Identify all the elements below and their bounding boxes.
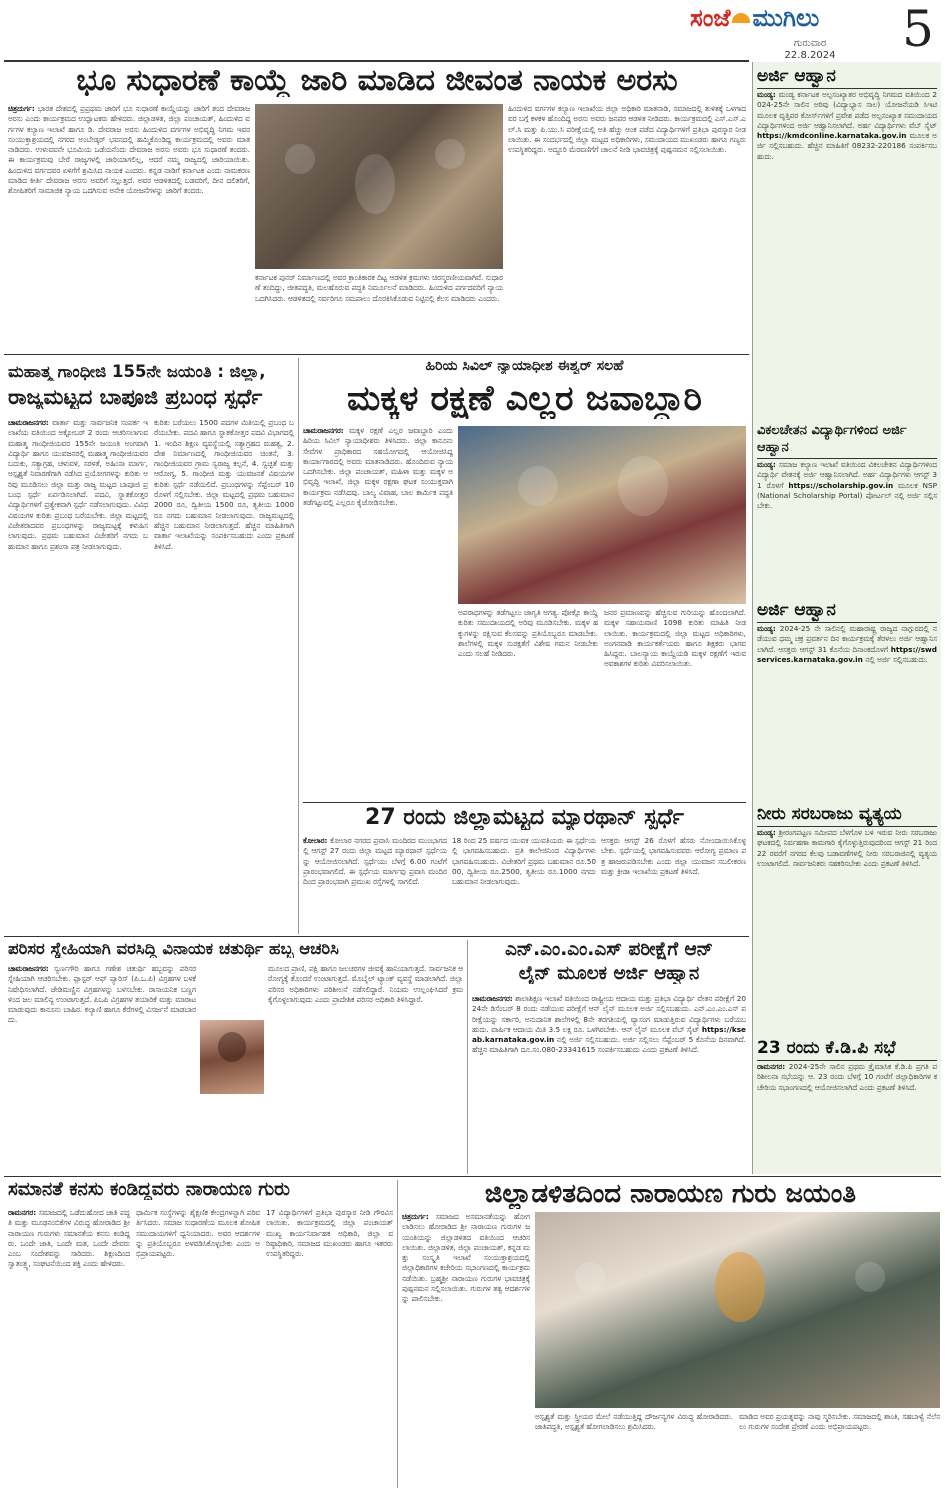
children-col-3: ಜನರ ಪ್ರಮಾಣವನ್ನು ಹೆಚ್ಚಿಸುವ ಗುರಿಯನ್ನು ಹೊಂದಲಾಗಿದೆ. ಮಕ್ಕಳ ಸಹಾಯವಾಣಿ 1098 ಕುರಿತು ಮಾಹಿತಿ ನೀಡಲಾಯಿತು. ಕಾರ್ಯಕ್ರಮದಲ್ಲಿ ಜಿಲ್ಲಾ ಮಟ್ಟದ ಅಧಿಕಾರಿಗಳು, ಅಂಗನವಾಡಿ ಕಾರ್ಯಕರ್ತೆಯರು ಹಾಗೂ ಶಿಕ್ಷಕರು ಭಾಗವಹಿಸಿದ್ದರು. ಬಾಲನ್ಯಾಯ ಕಾಯ್ದೆಯಡಿ ಮಕ್ಕಳ ರಕ್ಷಣೆಗೆ ಇರುವ ಅವಕಾಶಗಳ ಕುರಿತು ವಿವರಿಸಲಾಯಿತು. — [604, 608, 746, 669]
issue-date — [745, 38, 875, 62]
children-col-1 — [303, 426, 453, 798]
kdp-text: 2024-25ನೇ ಸಾಲಿನ ಪ್ರಥಮ ತ್ರೈಮಾಸಿಕ ಕೆ.ಡಿ.ಪಿ ಪ್ರಗತಿ ಪರಿಶೀಲನಾ ಸಭೆಯನ್ನು ಆ. 23 ರಂದು ಬೆಳಗ್ಗೆ 10 ಗಂಟೆಗೆ ಜಿಲ್ಲಾಧಿಕಾರಿಗಳ ಕಚೇರಿಯ ಸಭಾಂಗಣದಲ್ಲಿ ಆಯೋಜಿಸಲಾಗಿದೆ ಎಂದು ಪ್ರಕಟಣೆ ತಿಳಿಸಿದೆ. — [757, 1062, 937, 1092]
arji3-text: 2024-25 ನೇ ಸಾಲಿನಲ್ಲಿ ಮಹಾರಾಷ್ಟ್ರ ರಾಜ್ಯದ ನಾಗ್ಪುರದಲ್ಲಿ ನಡೆಯುವ ಧಮ್ಮ ಚಕ್ರ ಪ್ರವರ್ತನ ದಿನ ಕಾರ್ಯಕ್ರಮಕ್ಕೆ ತೆರಳಲು ಅರ್ಜಿ ಆಹ್ವಾನಿಸಲಾಗಿದೆ. ಆಸಕ್ತರು ಆಗಸ್ಟ್ 31 ಕೊನೆಯ ದಿನಾಂಕದೊಳಗೆ — [757, 624, 937, 654]
nmms-body — [472, 994, 746, 1172]
ganesha-headline: ಪರಿಸರ ಸ್ನೇಹಿಯಾಗಿ ವರಸಿದ್ಧಿ ವಿನಾಯಕ ಚತುರ್ಥಿ ಹಬ್ಬ ಆಚರಿಸಿ — [8, 940, 339, 958]
marathon-col-1 — [303, 836, 447, 932]
rule-1 — [4, 354, 749, 355]
lead-photo — [255, 104, 503, 269]
kdp-title: 23 ರಂದು ಕೆ.ಡಿ.ಪಿ ಸಭೆ — [757, 1038, 937, 1061]
marathon-col-3: ಆಸಕ್ತರು ಆಗಸ್ಟ್ 26 ರೊಳಗೆ ಹೆಸರು ನೋಂದಾಯಿಸಿಕೊಳ್ಳಬೇಕು. ಸ್ಪರ್ಧೆಯಲ್ಲಿ ಭಾಗವಹಿಸುವವರು ಆರೋಗ್ಯ ಪ್ರಮಾಣ ಪತ್ರ ಹಾಜರುಪಡಿಸಬೇಕು ಎಂದು ಜಿಲ್ಲಾ ಯುವಜನ ಸಬಲೀಕರಣ ಮತ್ತು ಕ್ರೀಡಾ ಇಲಾಖೆಯ ಪ್ರಕಟಣೆ ತಿಳಿಸಿದೆ. — [601, 836, 746, 876]
issue-date-value: 22.8.2024 — [784, 50, 836, 61]
page-number: 5 — [902, 0, 934, 58]
narayana-event-photo — [535, 1212, 940, 1408]
water-text: ಶ್ರೀರಂಗಪಟ್ಟಣ ಸಮೀಪದ ಬೆಳಗೊಳ ಬಳಿ ಇರುವ ನೀರು ಸರಬರಾಜು ಘಟಕದಲ್ಲಿ ನಿರ್ವಹಣಾ ಕಾಮಗಾರಿ ಕೈಗೊಳ್ಳುತ್ತಿರುವುದರಿಂದ ಆಗಸ್ಟ್ 21 ರಿಂದ 22 ರವರೆಗೆ ನಗರದ ಕೆಲವು ಬಡಾವಣೆಗಳಲ್ಲಿ ನೀರು ಸರಬರಾಜಿನಲ್ಲಿ ವ್ಯತ್ಯಯ ಉಂಟಾಗಲಿದೆ. ಸಾರ್ವಜನಿಕರು ಸಹಕರಿಸಬೇಕು ಎಂದು ಪ್ರಕಟಣೆ ತಿಳಿಸಿದೆ. — [757, 828, 937, 868]
arji3-url[interactable]: https://swdservices.karnataka.gov.in — [757, 644, 937, 664]
arji2-dateline: ಮಂಡ್ಯ: — [757, 460, 776, 469]
marathon-col-2: 18 ರಿಂದ 25 ವರ್ಷದ ಯುವಕ ಯುವತಿಯರು ಈ ಸ್ಪರ್ಧೆಯಲ್ಲಿ ಭಾಗವಹಿಸಬಹುದು. ಪ್ರತಿ ಕಾಲೇಜಿನಿಂದ ವಿದ್ಯಾರ್ಥಿಗಳು ಭಾಗವಹಿಸಬಹುದು. ವಿಜೇತರಿಗೆ ಪ್ರಥಮ ಬಹುಮಾನ ರೂ.5000, ದ್ವಿತೀಯ ರೂ.2500, ತೃತೀಯ ರೂ.1000 ನಗದು ಬಹುಮಾನ ನೀಡಲಾಗುವುದು. — [452, 836, 596, 887]
marathon-col-1-text: ಕೋಲಾರ ನಗರದ ಪ್ರವಾಸಿ ಮಂದಿರದ ಮುಂಭಾಗದಲ್ಲಿ ಆಗಸ್ಟ್ 27 ರಂದು ಜಿಲ್ಲಾ ಮಟ್ಟದ ಮ್ಯಾರಥಾನ್ ಸ್ಪರ್ಧೆಯನ್ನು ಆಯೋಜಿಸಲಾಗಿದೆ. ಸ್ಪರ್ಧೆಯು ಬೆಳಗ್ಗೆ 6.00 ಗಂಟೆಗೆ ಪ್ರಾರಂಭವಾಗಲಿದೆ. ಈ ಸ್ಪರ್ಧೆಯ ಮಾರ್ಗವು ಪ್ರವಾಸಿ ಮಂದಿರದಿಂದ ಪ್ರಾರಂಭವಾಗಿ ಪ್ರಮುಖ ರಸ್ತೆಗಳಲ್ಲಿ ಸಾಗಲಿದೆ. — [303, 836, 447, 887]
children-dateline: ಚಾಮರಾಜನಗರ: — [303, 426, 344, 435]
arji2-title: ವಿಕಲಚೇತನ ವಿದ್ಯಾರ್ಥಿಗಳಿಂದ ಅರ್ಜಿ ಆಹ್ವಾನ — [757, 422, 937, 459]
narayana-right-col-1 — [402, 1212, 530, 1488]
narayana-left-dateline: ರಾಮನಗರ: — [8, 1208, 37, 1217]
rule-4 — [4, 1176, 941, 1177]
column-divider-3 — [397, 1180, 398, 1488]
arji1-text-2: ಮೂಲಕ ಅರ್ಜಿ ಸಲ್ಲಿಸಬಹುದು. ಹೆಚ್ಚಿನ ಮಾಹಿತಿಗೆ 08232-220186 ಸಂಪರ್ಕಿಸಬಹುದು. — [757, 131, 937, 161]
arji2-text: ಸಮಾಜ ಕಲ್ಯಾಣ ಇಲಾಖೆ ವತಿಯಿಂದ ವಿಕಲಚೇತನ ವಿದ್ಯಾರ್ಥಿಗಳಿಂದ ವಿದ್ಯಾರ್ಥಿ ವೇತನಕ್ಕೆ ಅರ್ಜಿ ಆಹ್ವಾನಿಸಲಾಗಿದೆ. ಅರ್ಹ ವಿದ್ಯಾರ್ಥಿಗಳು ಆಗಸ್ಟ್ 31 ರೊಳಗೆ — [757, 460, 937, 490]
arji1-text: ಮಂಡ್ಯ ಕರ್ನಾಟಕ ಅಲ್ಪಸಂಖ್ಯಾತರ ಅಭಿವೃದ್ಧಿ ನಿಗಮದ ವತಿಯಿಂದ 2024-25ನೇ ಸಾಲಿನ ಅರಿವು (ವಿದ್ಯಾಭ್ಯಾಸ ಸಾಲ) ಯೋಜನೆಯಡಿ ಸಿಇಟಿ ಮೂಲಕ ವೃತ್ತಿಪರ ಕೋರ್ಸ್‌ಗಳಿಗೆ ಪ್ರವೇಶ ಪಡೆದ ಅಲ್ಪಸಂಖ್ಯಾತ ಸಮುದಾಯದ ವಿದ್ಯಾರ್ಥಿಗಳಿಂದ ಅರ್ಜಿ ಆಹ್ವಾನಿಸಲಾಗಿದೆ. ಅರ್ಹ ವಿದ್ಯಾರ್ಥಿಗಳು ವೆಬ್ ಸೈಟ್ — [757, 90, 937, 130]
marathon-headline: 27 ರಂದು ಜಿಲ್ಲಾಮಟ್ಟದ ಮ್ಯಾರಥಾನ್ ಸ್ಪರ್ಧೆ — [365, 806, 684, 830]
column-divider-2 — [467, 940, 468, 1174]
arji3-title: ಅರ್ಜಿ ಆಹ್ವಾನ — [757, 600, 937, 623]
column-divider — [298, 358, 299, 934]
gandhi-col-1-text: ವಾರ್ತಾ ಮತ್ತು ಸಾರ್ವಜನಿಕ ಸಂಪರ್ಕ ಇಲಾಖೆಯ ವತಿಯಿಂದ ಅಕ್ಟೋಬರ್ 2 ರಂದು ಆಚರಿಸಲಾಗುವ ಮಹಾತ್ಮ ಗಾಂಧೀಜಿಯವರ 155ನೇ ಜಯಂತಿ ಅಂಗವಾಗಿ ವಿದ್ಯಾರ್ಥಿ ಹಾಗೂ ಯುವಜನರಲ್ಲಿ ಮಹಾತ್ಮ ಗಾಂಧೀಜಿಯವರ ಬದುಕು, ಸತ್ಯಾಗ್ರಹ, ಚಳುವಳಿ, ಸರಳತೆ, ಅಹಿಂಸಾ ಮಾರ್ಗ, ಅಸ್ಪೃಶ್ಯತೆ ನಿವಾರಣೆಗಾಗಿ ನಡೆಸಿದ ಪ್ರಯೋಗಗಳನ್ನು ಕುರಿತು ಅರಿವು ಮೂಡಿಸಲು ಜಿಲ್ಲಾ ಮತ್ತು ರಾಜ್ಯ ಮಟ್ಟದ ಬಾಪೂಜಿ ಪ್ರಬಂಧ ಸ್ಪರ್ಧೆ ಏರ್ಪಡಿಸಲಾಗಿದೆ. ಪದವಿ, ಸ್ನಾತಕೋತ್ತರ ವಿದ್ಯಾರ್ಥಿಗಳಿಗೆ ಪ್ರತ್ಯೇಕವಾಗಿ ಸ್ಪರ್ಧೆ ನಡೆಸಲಾಗುವುದು. ವಿವಿಧ ವಿಷಯಗಳ ಕುರಿತು ಪ್ರಬಂಧ ಬರೆಯಬೇಕು. ಜಿಲ್ಲಾ ಮಟ್ಟದಲ್ಲಿ ವಿಜೇತರಾದವರ ಪ್ರಬಂಧಗಳನ್ನು ರಾಜ್ಯಮಟ್ಟಕ್ಕೆ ಕಳುಹಿಸಲಾಗುವುದು. ಪ್ರಥಮ ಬಹುಮಾನ ವಿಜೇತರಿಗೆ ನಗದು ಬಹುಮಾನ ಹಾಗೂ ಪ್ರಶಂಸಾ ಪತ್ರ ನೀಡಲಾಗುವುದು. — [8, 418, 148, 551]
children-headline: ಮಕ್ಕಳ ರಕ್ಷಣೆ ಎಲ್ಲರ ಜವಾಬ್ದಾರಿ — [347, 380, 702, 419]
ganesha-dateline: ಚಾಮರಾಜನಗರ: — [8, 964, 49, 973]
ganesha-col-2: ಮೂಲದ ಪ್ರಾಣಿ, ಪಕ್ಷಿ ಹಾಗೂ ಜಲಚರಗಳ ಜೀವಕ್ಕೆ ಹಾನಿಯಾಗುತ್ತದೆ. ಸಾರ್ವಜನಿಕ ಆರೋಗ್ಯಕ್ಕೆ ತೊಂದರೆ ಉಂಟಾಗುತ್ತದೆ. ಮೊಬೈಲ್ ಟ್ಯಾಂಕ್ ವ್ಯವಸ್ಥೆ ಮಾಡಲಾಗಿದೆ. ಜಿಲ್ಲಾ ಪರಿಸರ ಅಧಿಕಾರಿಗಳು ಪರಿಶೀಲನೆ ನಡೆಸಲಿದ್ದಾರೆ. ನಿಯಮ ಉಲ್ಲಂಘಿಸಿದರೆ ಕ್ರಮ ಕೈಗೊಳ್ಳಲಾಗುವುದು ಎಂದು ಪ್ರಾದೇಶಿಕ ಪರಿಸರ ಅಧಿಕಾರಿ ತಿಳಿಸಿದ್ದಾರೆ. — [268, 964, 463, 1004]
nmms-url[interactable]: https://kseab.karnataka.gov.in — [472, 1024, 746, 1045]
rule-3 — [4, 936, 749, 937]
masthead — [0, 0, 945, 62]
nmms-headline-2: ಲೈನ್ ಮೂಲಕ ಅರ್ಜಿ ಆಹ್ವಾನ — [518, 964, 700, 984]
kdp-dateline: ರಾಮನಗರ: — [757, 1062, 786, 1071]
nmms-body-text: ಶಾಲಾಶಿಕ್ಷಣ ಇಲಾಖೆ ವತಿಯಿಂದ ರಾಷ್ಟ್ರೀಯ ಆದಾಯ ಮತ್ತು ಪ್ರತಿಭಾ ವಿದ್ಯಾರ್ಥಿ ವೇತನ ಪರೀಕ್ಷೆಗೆ 2024ನೇ ಡಿಸೆಂಬರ್ 8 ರಂದು ನಡೆಯುವ ಪರೀಕ್ಷೆಗೆ ಆನ್ ಲೈನ್ ಮೂಲಕ ಅರ್ಜಿ ಸಲ್ಲಿಸಬಹುದು. ಎನ್.ಎಂ.ಎಂ.ಎಸ್ ಪರೀಕ್ಷೆಯನ್ನು ಸರ್ಕಾರಿ, ಅನುದಾನಿತ ಶಾಲೆಗಳಲ್ಲಿ 8ನೇ ತರಗತಿಯಲ್ಲಿ ವ್ಯಾಸಂಗ ಮಾಡುತ್ತಿರುವ ವಿದ್ಯಾರ್ಥಿಗಳು ಬರೆಯಬಹುದು. ವಾರ್ಷಿಕ ಆದಾಯ ಮಿತಿ 3.5 ಲಕ್ಷ ರೂ. ಒಳಗಿರಬೇಕು. ಆನ್ ಲೈನ್ ಮೂಲಕ ವೆಬ್ ಸೈಟ್ — [472, 994, 746, 1034]
gandhi-col-2: ಕುರಿತು ಬರೆಯಲು 1500 ಪದಗಳ ಮಿತಿಯಲ್ಲಿ ಪ್ರಬಂಧ ಬರೆಯಬೇಕು. ಪದವಿ ಹಾಗೂ ಸ್ನಾತಕೋತ್ತರ ಪದವಿ ವಿಭಾಗದಲ್ಲಿ 1. ಇಂದಿನ ಶಿಕ್ಷಣ ವ್ಯವಸ್ಥೆಯಲ್ಲಿ ಸತ್ಯಾಗ್ರಹದ ಮಹತ್ವ, 2. ದೇಶ ನಿರ್ಮಾಣದಲ್ಲಿ ಗಾಂಧೀಜಿಯವರ ಚಿಂತನೆ, 3. ಗಾಂಧೀಜಿಯವರ ಗ್ರಾಮ ಸ್ವರಾಜ್ಯ ಕಲ್ಪನೆ, 4. ಸ್ವಚ್ಛತೆ ಮತ್ತು ಆರೋಗ್ಯ, 5. ಗಾಂಧೀಜಿ ಮತ್ತು ಯುವಜನತೆ ವಿಷಯಗಳ ಕುರಿತು ಸ್ಪರ್ಧೆ ನಡೆಯಲಿದೆ. ಪ್ರಬಂಧಗಳನ್ನು ಸೆಪ್ಟೆಂಬರ್ 10ರೊಳಗೆ ಸಲ್ಲಿಸಬೇಕು. ಜಿಲ್ಲಾ ಮಟ್ಟದಲ್ಲಿ ಪ್ರಥಮ ಬಹುಮಾನ 2000 ರೂ, ದ್ವಿತೀಯ 1500 ರೂ, ತೃತೀಯ 1000 ರೂ ನಗದು ಬಹುಮಾನ ನೀಡಲಾಗುವುದು. ರಾಜ್ಯಮಟ್ಟದಲ್ಲಿ ಹೆಚ್ಚಿನ ಬಹುಮಾನ ನೀಡಲಾಗುತ್ತದೆ. ಹೆಚ್ಚಿನ ಮಾಹಿತಿಗಾಗಿ ವಾರ್ತಾ ಇಲಾಖೆಯನ್ನು ಸಂಪರ್ಕಿಸಬಹುದು ಎಂದು ಪ್ರಕಟಣೆ ತಿಳಿಸಿದೆ. — [154, 418, 294, 551]
rule-2 — [303, 802, 746, 803]
arji2-body — [757, 460, 937, 596]
children-col-2: ಅಪರಾಧಗಳನ್ನು ತಡೆಗಟ್ಟಲು ಜಾಗೃತಿ ಅಗತ್ಯ. ಪೋಕ್ಸೊ ಕಾಯ್ದೆ ಕುರಿತು ಸಮುದಾಯದಲ್ಲಿ ಅರಿವು ಮೂಡಿಸಬೇಕು. ಮಕ್ಕಳ ಹಕ್ಕುಗಳನ್ನು ರಕ್ಷಿಸುವ ಕೆಲಸವನ್ನು ಪ್ರತಿಯೊಬ್ಬರೂ ಮಾಡಬೇಕು. ಶಾಲೆಗಳಲ್ಲಿ ಮಕ್ಕಳ ಸುರಕ್ಷತೆಗೆ ವಿಶೇಷ ಗಮನ ನೀಡಬೇಕು ಎಂದು ಸಲಹೆ ನೀಡಿದರು. — [458, 608, 598, 659]
sun-icon — [732, 13, 750, 23]
children-col-1-text: ಮಕ್ಕಳ ರಕ್ಷಣೆ ಎಲ್ಲರ ಜವಾಬ್ದಾರಿ ಎಂದು ಹಿರಿಯ ಸಿವಿಲ್ ನ್ಯಾಯಾಧೀಶರು ತಿಳಿಸಿದರು. ಜಿಲ್ಲಾ ಕಾನೂನು ಸೇವೆಗಳ ಪ್ರಾಧಿಕಾರದ ಸಹಯೋಗದಲ್ಲಿ ಆಯೋಜಿಸಿದ್ದ ಕಾರ್ಯಾಗಾರದಲ್ಲಿ ಅವರು ಮಾತನಾಡಿದರು. ಹೊಂದಿರುವ ನ್ಯಾಯ ಒದಗಿಸಬೇಕು. ಜಿಲ್ಲಾ ಪಂಚಾಯತ್, ಮಹಿಳಾ ಮತ್ತು ಮಕ್ಕಳ ಅಭಿವೃದ್ಧಿ ಇಲಾಖೆ, ಜಿಲ್ಲಾ ಮಕ್ಕಳ ರಕ್ಷಣಾ ಘಟಕ ಸಂಯುಕ್ತವಾಗಿ ಕಾರ್ಯಕ್ರಮ ನಡೆಸಿದವು. ಬಾಲ್ಯ ವಿವಾಹ, ಬಾಲ ಕಾರ್ಮಿಕ ಪದ್ಧತಿ ತಡೆಗಟ್ಟುವಲ್ಲಿ ಎಲ್ಲರೂ ಕೈಜೋಡಿಸಬೇಕು. — [303, 426, 453, 508]
water-dateline: ಮಂಡ್ಯ: — [757, 828, 776, 837]
narayana-left-col-2: ಧಾರ್ಮಿಕ ಸಂಸ್ಥೆಗಳನ್ನು ಶೈಕ್ಷಣಿಕ ಕೇಂದ್ರಗಳನ್ನಾಗಿ ಪರಿವರ್ತಿಸಿದರು. ಸಮಾಜ ಸುಧಾರಣೆಯ ಮೂಲಕ ಶೋಷಿತ ಸಮುದಾಯಗಳಿಗೆ ಧ್ವನಿಯಾದರು. ಅವರ ಆದರ್ಶಗಳನ್ನು ಪ್ರತಿಯೊಬ್ಬರೂ ಅಳವಡಿಸಿಕೊಳ್ಳಬೇಕು ಎಂದು ಅಭಿಪ್ರಾಯಪಟ್ಟರು. — [136, 1208, 260, 1259]
narayana-right-col-3: ಮಾಡಿದ ಅವರ ಪ್ರಯತ್ನವನ್ನು ನಾವು ಸ್ಮರಿಸಬೇಕು. ಸಮಾಜದಲ್ಲಿ ಶಾಂತಿ, ಸಹಬಾಳ್ವೆ ನೆಲೆಸಲು ಗುರುಗಳ ಸಂದೇಶ ಪ್ರೇರಣೆ ಎಂದು ಅಭಿಪ್ರಾಯಪಟ್ಟರು. — [739, 1412, 940, 1432]
gandhi-dateline: ಚಾಮರಾಜನಗರ: — [8, 418, 49, 427]
gandhi-headline-2: ರಾಜ್ಯಮಟ್ಟದ ಬಾಪೂಜಿ ಪ್ರಬಂಧ ಸ್ಪರ್ಧೆ — [8, 386, 263, 409]
narayana-left-col-1-text: ಸಮಾಜದಲ್ಲಿ ಒಡೆದುಹೋದ ಜಾತಿ ಪದ್ಧತಿ ಮತ್ತು ಮೂಢನಂಬಿಕೆಗಳ ವಿರುದ್ಧ ಹೋರಾಡಿದ ಶ್ರೀ ನಾರಾಯಣ ಗುರುಗಳು ಸಮಾನತೆಯ ಕನಸು ಕಂಡಿದ್ದರು. ಒಂದೇ ಜಾತಿ, ಒಂದೇ ಮತ, ಒಂದೇ ದೇವರು ಎಂಬ ಸಂದೇಶವನ್ನು ಸಾರಿದರು. ಶಿಕ್ಷಣದಿಂದ ಸ್ವಾತಂತ್ರ್ಯ, ಸಂಘಟನೆಯಿಂದ ಶಕ್ತಿ ಎಂದು ಹೇಳಿದರು. — [8, 1208, 130, 1269]
ganesha-col-1-text: ಸ್ವರ್ಣಗೌರಿ ಹಾಗೂ ಗಣೇಶ ಚತುರ್ಥಿ ಹಬ್ಬವನ್ನು ಪರಿಸರ ಸ್ನೇಹಿಯಾಗಿ ಆಚರಿಸಬೇಕು. ಪ್ಲಾಸ್ಟರ್ ಆಫ್ ಪ್ಯಾರಿಸ್ (ಪಿ.ಒ.ಪಿ) ವಿಗ್ರಹಗಳ ಬಳಕೆ ನಿಷೇಧಿಸಲಾಗಿದೆ. ಜೇಡಿಮಣ್ಣಿನ ವಿಗ್ರಹಗಳನ್ನು ಬಳಸಬೇಕು. ರಾಸಾಯನಿಕ ಬಣ್ಣಗಳಿಂದ ಜಲ ಮಾಲಿನ್ಯ ಉಂಟಾಗುತ್ತದೆ. ಪಿಒಪಿ ವಿಗ್ರಹಗಳ ತಯಾರಿಕೆ ಮತ್ತು ಮಾರಾಟ ಮಾಡುವುದು ಕಾನೂನು ಬಾಹಿರ. ಕಲ್ಯಾಣಿ ಹಾಗೂ ಕೆರೆಗಳಲ್ಲಿ ವಿಸರ್ಜನೆ ಮಾಡಬಾರದು. — [8, 964, 196, 1025]
narayana-left-col-1 — [8, 1208, 130, 1488]
water-body — [757, 828, 937, 1034]
kdp-body — [757, 1062, 937, 1172]
lead-col-1 — [8, 104, 250, 347]
brand-part-1: ಸಂಜೆ — [690, 4, 731, 32]
narayana-right-headline: ಜಿಲ್ಲಾಡಳಿತದಿಂದ ನಾರಾಯಣ ಗುರು ಜಯಂತಿ — [484, 1180, 857, 1209]
arji2-url[interactable]: https://scholarship.gov.in — [788, 480, 894, 490]
children-kicker: ಹಿರಿಯ ಸಿವಿಲ್ ನ್ಯಾಯಾಧೀಶ ಈಶ್ವರ್ ಸಲಹೆ — [425, 358, 624, 374]
lead-headline: ಭೂ ಸುಧಾರಣೆ ಕಾಯ್ದೆ ಜಾರಿ ಮಾಡಿದ ಜೀವಂತ ನಾಯಕ ಅರಸು — [76, 64, 678, 97]
nmms-body-text-2: ನಲ್ಲಿ ಅರ್ಜಿ ಸಲ್ಲಿಸಬಹುದು. ಅರ್ಜಿ ಸಲ್ಲಿಸಲು ಸೆಪ್ಟೆಂಬರ್ 5 ಕೊನೆಯ ದಿನವಾಗಿದೆ. ಹೆಚ್ಚಿನ ಮಾಹಿತಿಗಾಗಿ ದೂ.ಸಂ.080-23341615 ಸಂಪರ್ಕಿಸಬಹುದು ಎಂದು ಪ್ರಕಟಣೆ ತಿಳಿಸಿದೆ. — [472, 1035, 746, 1055]
lead-col-2: ಕರ್ನಾಟಕ ಪುನರ್ ನಿರ್ಮಾಣದಲ್ಲಿ ಅವರ ಕ್ರಾಂತಿಕಾರಕ ದಿಟ್ಟ ಆಡಳಿತ ಕ್ರಮಗಳು ಚಿರಸ್ಮರಣೀಯವಾಗಿವೆ. ಸುಧಾರಣೆ ತಂದಿದ್ದು, ಜೀತಪದ್ಧತಿ, ಮಲಹೊರುವ ಪದ್ಧತಿ ನಿರ್ಮೂಲನೆ ಮಾಡಿದರು. ಹಿಂದುಳಿದ ಪರ್ಗದವರಿಗೆ ನ್ಯಾಯ ಒದಗಿಸಿದರು. ಆಡಳಿತದಲ್ಲಿ ಸರ್ವರಿಗೂ ಸಮಪಾಲು ದೊರಕಿಸಿಕೊಡುವ ನಿಟ್ಟಿನಲ್ಲಿ ಕೆಲಸ ಮಾಡಿದರು ಎಂದರು. — [255, 273, 503, 303]
arji1-url[interactable]: https://kmdconline.karnataka.gov.in — [757, 131, 907, 141]
official-portrait — [200, 1020, 264, 1094]
marathon-dateline: ಕೋಲಾರ: — [303, 836, 328, 845]
arji1-body — [757, 90, 937, 348]
narayana-right-col-2: ಅಸ್ಪೃಶ್ಯತೆ ಮತ್ತು ಸ್ತ್ರೀಯರ ಮೇಲೆ ನಡೆಯುತ್ತಿದ್ದ ದೌರ್ಜನ್ಯಗಳ ವಿರುದ್ಧ ಹೋರಾಡಿದರು. ಜಾತಿಪದ್ಧತಿ, ಅಸ್ಪೃಶ್ಯತೆ ಹೋಗಲಾಡಿಸಲು ಶ್ರಮಿಸಿದರು. — [535, 1412, 733, 1432]
brand-part-2: ಮುಗಿಲು — [752, 4, 820, 32]
issue-day: ಗುರುವಾರ — [793, 38, 827, 49]
narayana-right-dateline: ಚಿತ್ರದುರ್ಗ: — [402, 1212, 429, 1221]
arji1-dateline: ಮಂಡ್ಯ: — [757, 90, 776, 99]
lead-col-1-text: ಭಾರತ ದೇಶದಲ್ಲಿ ಪ್ರಪ್ರಥಮ ಜಾರಿಗೆ ಭೂ ಸುಧಾರಣೆ ಕಾಯ್ದೆಯನ್ನು ಜಾರಿಗೆ ತಂದ ದೇವರಾಜ ಅರಸು ಎಂದು ಕಾರ್ಯಕ್ರಮದ ಉದ್ಘಾಟಕರು ಹೇಳಿದರು. ಜಿಲ್ಲಾಡಳಿತ, ಜಿಲ್ಲಾ ಪಂಚಾಯತ್, ಹಿಂದುಳಿದ ವರ್ಗಗಳ ಕಲ್ಯಾಣ ಇಲಾಖೆ ಹಾಗೂ ಡಿ. ದೇವರಾಜ ಅರಸು ಹಿಂದುಳಿದ ವರ್ಗಗಳ ಅಭಿವೃದ್ಧಿ ನಿಗಮ ಇವರ ಸಂಯುಕ್ತಾಶ್ರಯದಲ್ಲಿ ನಗರದ ಅಂಬೇಡ್ಕರ್ ಭವನದಲ್ಲಿ ಹಮ್ಮಿಕೊಂಡಿದ್ದ ಕಾರ್ಯಕ್ರಮದಲ್ಲಿ ಅವರು ಮಾತನಾಡಿದರು. ಉಳುವವನೇ ಭೂಮಿಯ ಒಡೆಯನೆಂದು ದೇವರಾಜ ಅರಸು ಅವರು ಭೂ ಸುಧಾರಣೆ ತಂದರು. ಈ ಕಾರ್ಯಕ್ರಮವು ಬೇರೆ ರಾಜ್ಯಗಳಲ್ಲಿ ಜಾರಿಯಾಗಲಿಲ್ಲ, ಆದರೆ ನಮ್ಮ ರಾಜ್ಯದಲ್ಲಿ ಜಾರಿಯಾಯಿತು. ಹಿಂದುಳಿದ ವರ್ಗದವರ ಏಳಿಗೆಗೆ ಶ್ರಮಿಸಿದ ನಾಯಕ ಎಂದರು. ಕನ್ನಡ ನಾಡಿಗೆ ಕರ್ನಾಟಕ ಎಂದು ನಾಮಕರಣ ಮಾಡಿದ ಕೀರ್ತಿ ದೇವರಾಜ ಅರಸು ಅವರಿಗೆ ಸಲ್ಲುತ್ತದೆ. ಅವರ ಆಡಳಿತದಲ್ಲಿ ಬಡವರಿಗೆ, ದೀನ ದಲಿತರಿಗೆ, ಶೋಷಿತರಿಗೆ ಸಾಮಾಜಿಕ ನ್ಯಾಯ ಒದಗಿಸುವ ಅನೇಕ ಯೋಜನೆಗಳನ್ನು ಜಾರಿಗೆ ತಂದರು. — [8, 104, 250, 196]
arji3-body — [757, 624, 937, 800]
arji2-text-2: ಮೂಲಕ NSP (National Scholarship Portal) ಪೋರ್ಟಲ್ ನಲ್ಲಿ ಅರ್ಜಿ ಸಲ್ಲಿಸಬೇಕು. — [757, 480, 937, 511]
narayana-left-col-3: 17 ವಿದ್ಯಾರ್ಥಿಗಳಿಗೆ ಪ್ರತಿಭಾ ಪುರಸ್ಕಾರ ನೀಡಿ ಗೌರವಿಸಲಾಯಿತು. ಕಾರ್ಯಕ್ರಮದಲ್ಲಿ ಜಿಲ್ಲಾ ಪಂಚಾಯತ್ ಮುಖ್ಯ ಕಾರ್ಯನಿರ್ವಾಹಕ ಅಧಿಕಾರಿ, ಜಿಲ್ಲಾ ವರಿಷ್ಠಾಧಿಕಾರಿ, ಸಮಾಜದ ಮುಖಂಡರು ಹಾಗೂ ಇತರರು ಉಪಸ್ಥಿತರಿದ್ದರು. — [266, 1208, 393, 1259]
arji1-title: ಅರ್ಜಿ ಆಹ್ವಾನ — [757, 66, 937, 89]
ganesha-col-1 — [8, 964, 196, 1172]
newspaper-logo — [690, 4, 890, 38]
nmms-headline-1: ಎನ್.ಎಂ.ಎಂ.ಎಸ್ ಪರೀಕ್ಷೆಗೆ ಆನ್ — [504, 940, 714, 960]
lead-dateline: ಚಿತ್ರದುರ್ಗ: — [8, 104, 35, 113]
masthead-rule — [4, 60, 749, 62]
narayana-right-col-1-text: ಸಮಾಜದ ಅಸಮಾನತೆಯನ್ನು ಹೋಗಲಾಡಿಸಲು ಹೋರಾಡಿದ ಶ್ರೀ ನಾರಾಯಣ ಗುರುಗಳ ಜಯಂತಿಯನ್ನು ಜಿಲ್ಲಾಡಳಿತದ ವತಿಯಿಂದ ಆಚರಿಸಲಾಯಿತು. ಜಿಲ್ಲಾಡಳಿತ, ಜಿಲ್ಲಾ ಪಂಚಾಯತ್, ಕನ್ನಡ ಮತ್ತು ಸಂಸ್ಕೃತಿ ಇಲಾಖೆ ಸಂಯುಕ್ತಾಶ್ರಯದಲ್ಲಿ ಜಿಲ್ಲಾಧಿಕಾರಿಗಳ ಕಚೇರಿಯ ಸಭಾಂಗಣದಲ್ಲಿ ಕಾರ್ಯಕ್ರಮ ನಡೆಯಿತು. ಬ್ರಹ್ಮಶ್ರೀ ನಾರಾಯಣ ಗುರುಗಳ ಭಾವಚಿತ್ರಕ್ಕೆ ಪುಷ್ಪನಮನ ಸಲ್ಲಿಸಲಾಯಿತು. ಗುರುಗಳ ತತ್ವ ಆದರ್ಶಗಳನ್ನು ಪಾಲಿಸಬೇಕು. — [402, 1212, 530, 1304]
water-title: ನೀರು ಸರಬರಾಜು ವ್ಯತ್ಯಯ — [757, 804, 937, 827]
nmms-dateline: ಚಾಮರಾಜನಗರ: — [472, 994, 513, 1003]
lead-col-3: ಹಿಂದುಳಿದ ವರ್ಗಗಳ ಕಲ್ಯಾಣ ಇಲಾಖೆಯ ಜಿಲ್ಲಾ ಅಧಿಕಾರಿ ಮಾತನಾಡಿ, ಸಮಾಜದಲ್ಲಿ ತುಳಿತಕ್ಕೆ ಒಳಗಾದವರ ಬಗ್ಗೆ ಕಳಕಳಿ ಹೊಂದಿದ್ದ ಅರಸು ಅವರು ಜನಪರ ಆಡಳಿತ ನೀಡಿದರು. ಕಾರ್ಯಕ್ರಮದಲ್ಲಿ ಎಸ್.ಎಸ್.ಎಲ್.ಸಿ ಮತ್ತು ಪಿ.ಯು.ಸಿ ಪರೀಕ್ಷೆಯಲ್ಲಿ ಅತಿ ಹೆಚ್ಚು ಅಂಕ ಪಡೆದ ವಿದ್ಯಾರ್ಥಿಗಳಿಗೆ ಪ್ರತಿಭಾ ಪುರಸ್ಕಾರ ನೀಡಲಾಯಿತು. ಈ ಸಂದರ್ಭದಲ್ಲಿ ಜಿಲ್ಲಾ ಮಟ್ಟದ ಅಧಿಕಾರಿಗಳು, ಸಮುದಾಯದ ಮುಖಂಡರು ಹಾಗೂ ಗಣ್ಯರು ಉಪಸ್ಥಿತರಿದ್ದರು. ಅದ್ದೂರಿ ಮೆರವಣಿಗೆಗೆ ಚಾಲನೆ ನೀಡಿ ಭಾವಚಿತ್ರಕ್ಕೆ ಪುಷ್ಪನಮನ ಸಲ್ಲಿಸಲಾಯಿತು. — [508, 104, 746, 155]
arji3-text-2: ನಲ್ಲಿ ಅರ್ಜಿ ಸಲ್ಲಿಸಬಹುದು. — [865, 654, 928, 664]
gandhi-headline-1: ಮಹಾತ್ಮ ಗಾಂಧೀಜಿ 155ನೇ ಜಯಂತಿ : ಜಿಲ್ಲಾ, — [8, 363, 266, 381]
arji3-dateline: ಮಂಡ್ಯ: — [757, 624, 776, 633]
children-photo — [458, 426, 746, 604]
gandhi-col-1 — [8, 418, 148, 913]
narayana-left-headline: ಸಮಾನತೆ ಕನಸು ಕಂಡಿದ್ದವರು ನಾರಾಯಣ ಗುರು — [8, 1180, 290, 1200]
